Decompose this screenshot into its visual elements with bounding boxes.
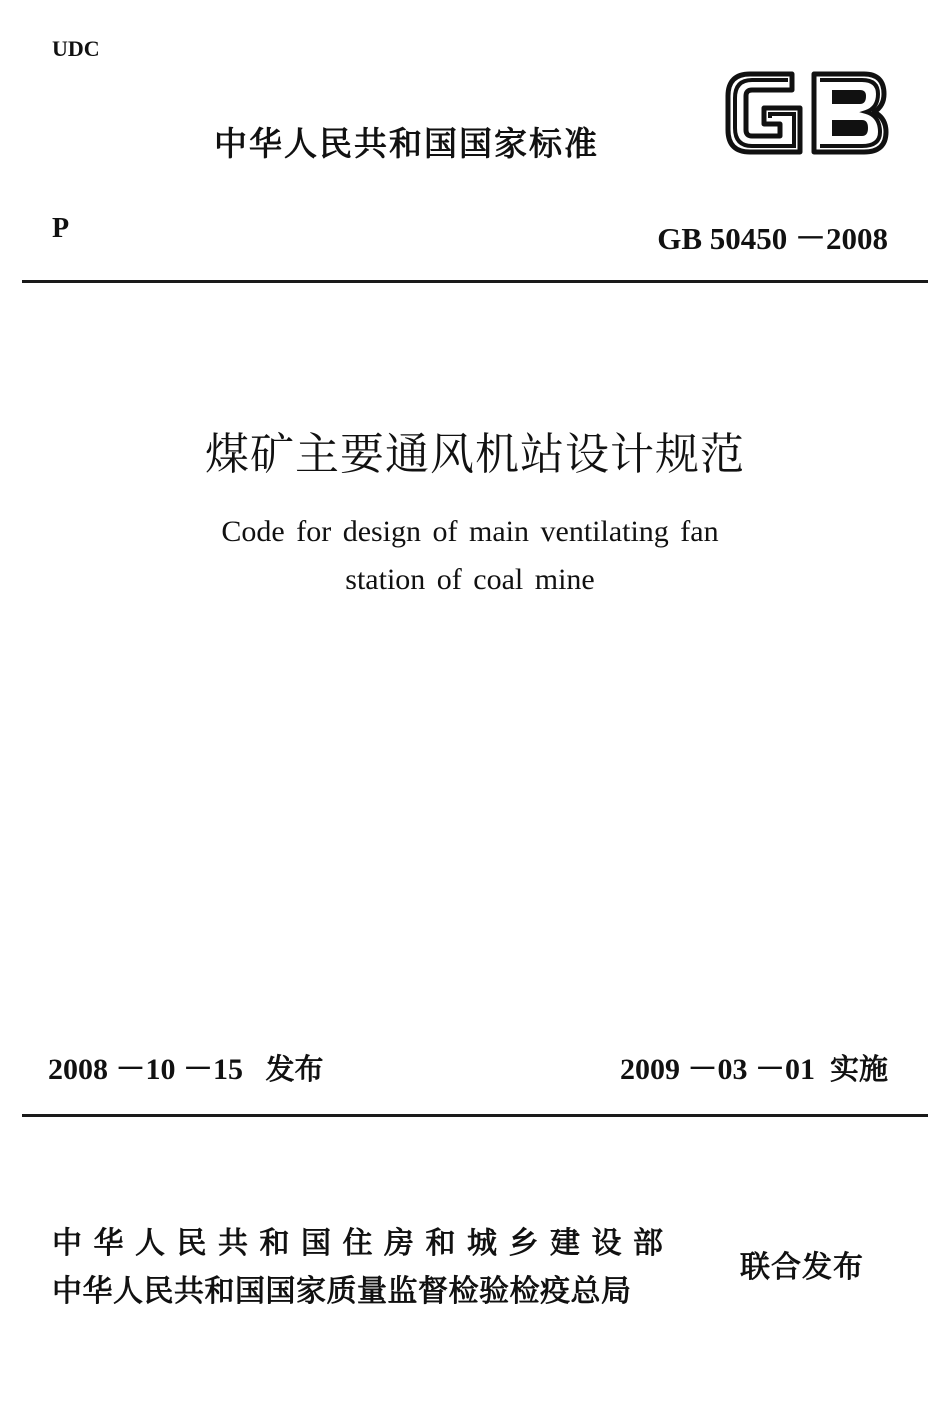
gb-logo	[722, 68, 890, 158]
national-standard-heading: 中华人民共和国国家标准	[214, 124, 599, 163]
implement-label: 实施	[829, 1052, 888, 1086]
standard-number: GB 50450 －2008	[657, 221, 888, 256]
implement-date-block	[620, 1044, 888, 1088]
issue-date-block	[48, 1044, 324, 1088]
classification-code: P	[52, 213, 70, 244]
issuer-ministry-housing: 中华人民共和国住房和城乡建设部	[52, 1226, 675, 1261]
issue-label: 发布	[265, 1052, 324, 1086]
bottom-divider	[22, 1114, 928, 1117]
implement-date: 2009 －03 －01	[619, 1053, 815, 1086]
udc-label: UDC	[52, 36, 100, 61]
title-english	[0, 508, 940, 604]
issue-date: 2008 －10 －15	[48, 1053, 243, 1086]
title-chinese: 煤矿主要通风机站设计规范	[205, 429, 745, 480]
issuer-aqsiq: 中华人民共和国国家质量监督检验检疫总局	[52, 1274, 632, 1309]
joint-issue-label: 联合发布	[740, 1250, 864, 1285]
title-english-line-2: station of coal mine	[345, 563, 595, 596]
top-divider	[22, 280, 928, 283]
title-english-line-1: Code for design of main ventilating fan	[221, 515, 719, 548]
